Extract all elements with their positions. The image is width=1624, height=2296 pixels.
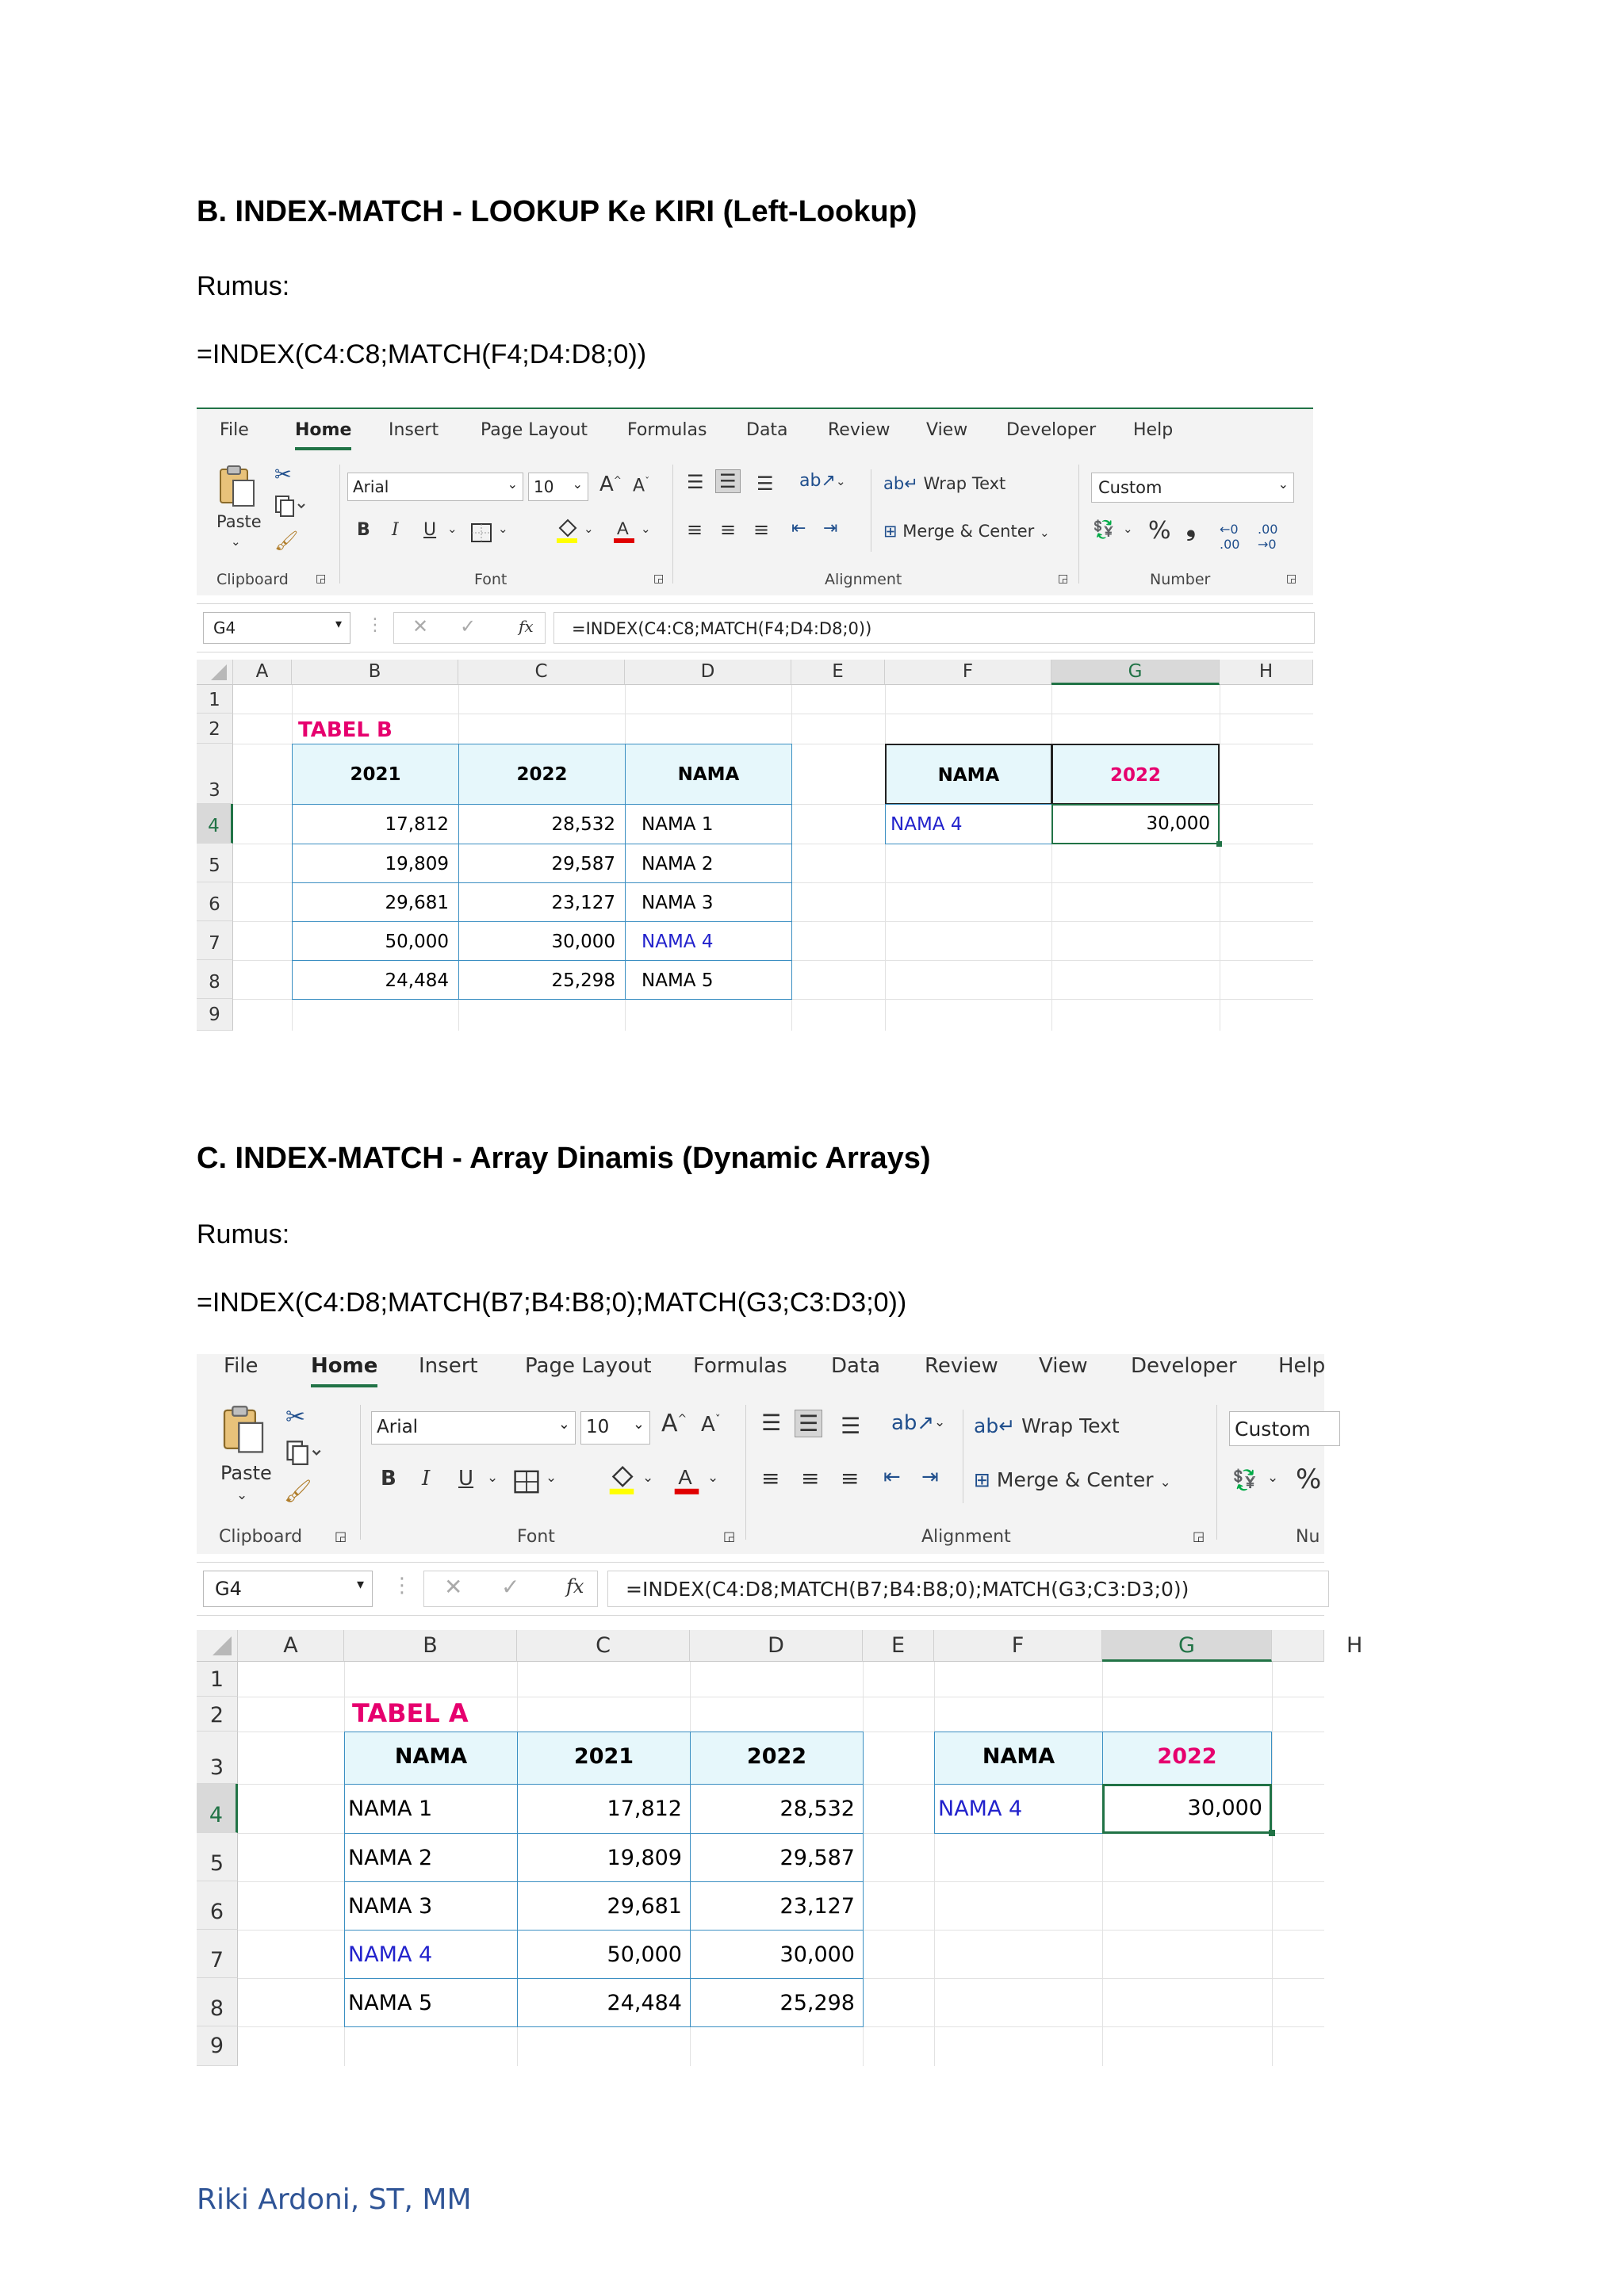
table-cell[interactable]: NAMA 2 — [625, 844, 792, 883]
chevron-down-icon[interactable]: ⌄ — [934, 1414, 946, 1430]
underline-icon[interactable]: U — [458, 1467, 474, 1490]
tab-view[interactable]: View — [926, 420, 968, 440]
table-cell[interactable]: 17,812 — [517, 1784, 691, 1834]
worksheet-grid[interactable] — [197, 1630, 1363, 2066]
chevron-down-icon: ⌄ — [557, 1416, 570, 1433]
tab-home[interactable] — [295, 420, 351, 440]
font-color-icon[interactable] — [612, 517, 636, 544]
fill-handle[interactable] — [1216, 841, 1222, 847]
table-cell[interactable]: 24,484 — [517, 1978, 691, 2027]
number-format-dropdown[interactable] — [1091, 473, 1294, 503]
table-cell[interactable]: NAMA 5 — [344, 1978, 518, 2027]
table-header-cell[interactable]: NAMA — [625, 744, 792, 805]
table-header-cell[interactable]: 2021 — [517, 1732, 691, 1785]
table-cell[interactable]: 17,812 — [292, 804, 459, 844]
merge-center-icon: ⊞ — [974, 1468, 990, 1491]
merge-center-button[interactable] — [974, 1468, 1171, 1491]
tab-home-label: Home — [311, 1354, 378, 1378]
row-header-2[interactable]: 2 — [197, 1697, 238, 1732]
column-header-b[interactable]: B — [344, 1630, 517, 1662]
chevron-down-icon[interactable]: ⌄ — [707, 1470, 719, 1486]
table-cell-match[interactable]: NAMA 4 — [344, 1930, 518, 1979]
excel-screenshot-1 — [197, 408, 1313, 1031]
align-top-icon[interactable]: ☰ — [687, 471, 704, 493]
font-name-dropdown[interactable] — [347, 473, 523, 501]
merge-center-label: Merge & Center — [902, 522, 1035, 541]
alignment-group-label: Alignment — [921, 1527, 1011, 1547]
table-cell[interactable]: 50,000 — [517, 1930, 691, 1979]
lookup-nama-input[interactable]: NAMA 4 — [934, 1784, 1103, 1834]
wrap-text-button[interactable] — [883, 474, 1005, 493]
decrease-indent-icon[interactable]: ⇤ — [791, 519, 806, 538]
column-header-g[interactable]: G — [1051, 660, 1220, 685]
row-header-1[interactable]: 1 — [197, 685, 233, 714]
accounting-icon[interactable]: 💱 — [1232, 1468, 1258, 1491]
chevron-down-icon: ▾ — [335, 616, 342, 631]
chevron-down-icon: ⌄ — [507, 476, 518, 492]
row-header-9[interactable]: 9 — [197, 999, 233, 1031]
table-cell[interactable]: 25,298 — [690, 1978, 864, 2027]
enter-icon[interactable]: ✓ — [501, 1574, 520, 1600]
row-header-2[interactable]: 2 — [197, 714, 233, 744]
accounting-icon[interactable]: 💱 — [1093, 520, 1115, 540]
number-format-value: Custom — [1235, 1418, 1311, 1441]
chevron-down-icon: ⌄ — [572, 476, 583, 492]
paste-icon[interactable] — [217, 465, 257, 509]
active-cell-selection — [1102, 1784, 1272, 1834]
row-header-4[interactable]: 4 — [197, 1784, 238, 1833]
row-header-7[interactable]: 7 — [197, 921, 233, 960]
table-header-cell[interactable]: 2022 — [458, 744, 626, 805]
font-size-dropdown[interactable] — [528, 473, 588, 501]
select-all-icon[interactable] — [197, 1630, 238, 1662]
table-cell[interactable]: 23,127 — [690, 1881, 864, 1931]
tab-page-layout[interactable]: Page Layout — [481, 420, 588, 440]
font-dialog-launcher-icon[interactable]: ◲ — [653, 572, 665, 585]
align-top-icon[interactable]: ☰ — [761, 1410, 782, 1436]
paste-icon[interactable] — [220, 1405, 266, 1456]
formula-input[interactable] — [607, 1571, 1329, 1607]
table-cell[interactable]: 25,298 — [458, 960, 626, 1000]
number-group-label: Number — [1150, 571, 1211, 588]
bold-icon[interactable]: B — [381, 1467, 396, 1490]
name-box-value: G4 — [213, 618, 236, 637]
formula-bar — [197, 603, 1313, 652]
tab-insert[interactable]: Insert — [389, 420, 439, 440]
table-cell[interactable]: 30,000 — [690, 1930, 864, 1979]
number-dialog-launcher-icon[interactable]: ◲ — [1286, 572, 1297, 585]
tab-home-label: Home — [295, 420, 352, 440]
chevron-down-icon[interactable]: ⌄ — [487, 1470, 499, 1486]
column-header-d[interactable]: D — [690, 1630, 863, 1662]
wrap-text-label: Wrap Text — [923, 474, 1006, 493]
clipboard-group-label: Clipboard — [216, 571, 289, 588]
orientation-icon[interactable]: ab↗ — [799, 471, 836, 491]
lookup-header-year[interactable]: 2022 — [1102, 1732, 1272, 1785]
alignment-dialog-launcher-icon[interactable]: ◲ — [1193, 1529, 1205, 1544]
tab-formulas[interactable]: Formulas — [693, 1354, 787, 1378]
paste-label[interactable]: Paste — [220, 1462, 272, 1484]
table-cell[interactable]: NAMA 3 — [344, 1881, 518, 1931]
table-cell[interactable]: NAMA 1 — [625, 804, 792, 844]
table-cell[interactable]: NAMA 2 — [344, 1833, 518, 1882]
percent-icon[interactable]: % — [1148, 517, 1171, 545]
table-cell-match[interactable]: NAMA 4 — [625, 921, 792, 961]
chevron-down-icon[interactable]: ⌄ — [1123, 522, 1133, 536]
ribbon — [197, 408, 1313, 595]
chevron-down-icon: ⌄ — [1277, 476, 1289, 492]
table-title: TABEL B — [298, 718, 393, 742]
table-header-cell[interactable]: 2022 — [690, 1732, 864, 1785]
row-header-5[interactable]: 5 — [197, 844, 233, 882]
wrap-text-label: Wrap Text — [1021, 1414, 1120, 1437]
enter-icon[interactable]: ✓ — [460, 615, 477, 637]
increase-decimal-icon[interactable]: ←0 .00 — [1220, 522, 1240, 552]
chevron-down-icon[interactable]: ⌄ — [447, 522, 458, 536]
tab-view[interactable]: View — [1039, 1354, 1088, 1378]
more-options-icon: ⋮ — [392, 1574, 412, 1598]
fill-handle[interactable] — [1269, 1830, 1275, 1836]
select-all-icon[interactable] — [197, 660, 233, 685]
table-cell[interactable]: 19,809 — [292, 844, 459, 883]
column-header-d[interactable]: D — [625, 660, 791, 685]
chevron-down-icon[interactable]: ⌄ — [642, 1470, 654, 1486]
paste-label[interactable]: Paste — [216, 512, 262, 531]
cancel-icon[interactable]: ✕ — [444, 1574, 463, 1600]
fill-color-icon[interactable] — [607, 1464, 636, 1495]
wrap-text-icon: ab↵ — [883, 474, 918, 493]
svg-text:A: A — [617, 519, 629, 538]
section-b-rumus-label: Rumus: — [197, 271, 290, 301]
formula-text: =INDEX(C4:C8;MATCH(F4;D4:D8;0)) — [572, 619, 872, 638]
column-header-g[interactable]: G — [1102, 1630, 1272, 1662]
chevron-down-icon[interactable]: ⌄ — [584, 522, 594, 536]
tab-developer[interactable]: Developer — [1131, 1354, 1237, 1378]
row-header-6[interactable]: 6 — [197, 882, 233, 921]
footer-author: Riki Ardoni, ST, MM — [197, 2183, 472, 2216]
increase-indent-icon[interactable]: ⇥ — [823, 519, 838, 538]
tab-page-layout[interactable]: Page Layout — [525, 1354, 652, 1378]
increase-indent-icon[interactable]: ⇥ — [921, 1465, 939, 1489]
font-name-value: Arial — [377, 1417, 419, 1437]
table-cell[interactable]: 29,681 — [292, 882, 459, 922]
excel-screenshot-2 — [197, 1354, 1363, 2066]
ribbon — [197, 1354, 1324, 1554]
tab-data[interactable]: Data — [831, 1354, 881, 1378]
row-header-5[interactable]: 5 — [197, 1833, 238, 1881]
lookup-result-cell[interactable]: 30,000 — [1187, 1796, 1262, 1820]
row-header-8[interactable]: 8 — [197, 1978, 238, 2026]
merge-center-button[interactable] — [883, 522, 1050, 541]
section-c-heading: C. INDEX-MATCH - Array Dinamis (Dynamic Arrays) — [197, 1142, 931, 1175]
align-right-icon[interactable]: ≡ — [841, 1465, 860, 1491]
tab-data[interactable]: Data — [746, 420, 788, 440]
increase-font-icon[interactable]: A^ — [599, 473, 622, 496]
bold-icon[interactable]: B — [357, 520, 370, 540]
tab-developer[interactable]: Developer — [1006, 420, 1097, 440]
align-center-icon[interactable]: ≡ — [720, 519, 737, 541]
increase-font-icon[interactable]: A^ — [661, 1410, 688, 1437]
section-b-heading: B. INDEX-MATCH - LOOKUP Ke KIRI (Left-Lookup) — [197, 195, 917, 228]
column-header-e[interactable]: E — [791, 660, 885, 685]
orientation-icon[interactable]: ab↗ — [891, 1411, 935, 1435]
tab-formulas[interactable]: Formulas — [627, 420, 707, 440]
row-header-6[interactable]: 6 — [197, 1881, 238, 1930]
column-header-c[interactable]: C — [517, 1630, 690, 1662]
align-right-icon[interactable]: ≡ — [753, 519, 770, 541]
align-bottom-icon[interactable]: ☰ — [756, 473, 774, 495]
clipboard-dialog-launcher-icon[interactable]: ◲ — [316, 572, 327, 585]
lookup-nama-input[interactable]: NAMA 4 — [885, 804, 1052, 844]
decrease-font-icon[interactable]: $A^ˇ$ — [633, 476, 650, 496]
table-cell[interactable]: 28,532 — [458, 804, 626, 844]
align-middle-icon[interactable]: ☰ — [795, 1410, 822, 1437]
lookup-header-nama[interactable]: NAMA — [885, 744, 1052, 805]
name-box[interactable] — [203, 612, 350, 644]
font-name-value: Arial — [353, 477, 389, 496]
section-c-rumus-label: Rumus: — [197, 1219, 290, 1249]
tab-file[interactable]: File — [224, 1354, 259, 1378]
chevron-down-icon[interactable]: ⌄ — [1267, 1470, 1279, 1486]
format-painter-icon[interactable]: 🖌 — [274, 530, 299, 552]
merge-center-label: Merge & Center — [996, 1468, 1154, 1491]
formula-bar — [197, 1562, 1324, 1616]
font-name-dropdown[interactable] — [371, 1411, 576, 1445]
chevron-down-icon: ⌄ — [1039, 526, 1050, 540]
clipboard-group-label: Clipboard — [219, 1527, 303, 1547]
table-cell[interactable]: 29,587 — [690, 1833, 864, 1882]
table-header-cell[interactable]: NAMA — [344, 1732, 518, 1785]
table-cell[interactable]: 50,000 — [292, 921, 459, 961]
lookup-result-cell[interactable]: 30,000 — [1146, 813, 1210, 834]
row-header-3[interactable]: 3 — [197, 744, 233, 804]
table-cell[interactable]: 30,000 — [458, 921, 626, 961]
tab-home[interactable] — [311, 1354, 377, 1378]
table-cell[interactable]: 23,127 — [458, 882, 626, 922]
column-header-f[interactable]: F — [934, 1630, 1102, 1662]
table-cell[interactable]: 28,532 — [690, 1784, 864, 1834]
lookup-header-year[interactable]: 2022 — [1051, 744, 1220, 805]
function-icon[interactable]: fx — [566, 1575, 584, 1598]
lookup-header-nama[interactable]: NAMA — [934, 1732, 1103, 1785]
cancel-icon[interactable]: ✕ — [412, 615, 429, 637]
name-box[interactable] — [203, 1571, 373, 1607]
fill-color-icon[interactable] — [555, 517, 579, 544]
font-size-dropdown[interactable] — [580, 1411, 650, 1445]
table-header-cell[interactable]: 2021 — [292, 744, 459, 805]
table-cell[interactable]: 29,587 — [458, 844, 626, 883]
table-cell[interactable]: NAMA 5 — [625, 960, 792, 1000]
number-format-value: Custom — [1098, 478, 1162, 497]
align-center-icon[interactable]: ≡ — [801, 1465, 820, 1491]
tab-help[interactable]: Help — [1133, 420, 1174, 440]
copy-icon[interactable] — [274, 495, 304, 517]
align-left-icon[interactable]: ≡ — [761, 1465, 780, 1491]
row-header-7[interactable]: 7 — [197, 1930, 238, 1978]
italic-icon[interactable]: I — [422, 1467, 431, 1490]
tab-review[interactable]: Review — [828, 420, 891, 440]
paste-dropdown-icon[interactable]: ⌄ — [236, 1487, 248, 1503]
table-cell[interactable]: 29,681 — [517, 1881, 691, 1931]
font-group-label: Font — [517, 1527, 555, 1547]
worksheet-grid[interactable] — [197, 660, 1313, 1031]
svg-text:A: A — [678, 1466, 692, 1489]
clipboard-dialog-launcher-icon[interactable]: ◲ — [335, 1529, 347, 1544]
table-cell[interactable]: 24,484 — [292, 960, 459, 1000]
cut-icon[interactable]: ✂ — [274, 463, 292, 487]
row-header-9[interactable]: 9 — [197, 2026, 238, 2066]
chevron-down-icon[interactable]: ⌄ — [641, 522, 651, 536]
alignment-dialog-launcher-icon[interactable]: ◲ — [1058, 572, 1069, 585]
table-title: TABEL A — [352, 1698, 469, 1728]
table-cell[interactable]: 19,809 — [517, 1833, 691, 1882]
chevron-down-icon[interactable]: ⌄ — [498, 522, 508, 536]
font-dialog-launcher-icon[interactable]: ◲ — [723, 1529, 736, 1544]
section-c-formula: =INDEX(C4:D8;MATCH(B7;B4:B8;0);MATCH(G3;C3:D3;0)) — [197, 1288, 907, 1318]
percent-icon[interactable]: % — [1296, 1464, 1322, 1495]
chevron-down-icon[interactable]: ⌄ — [546, 1470, 557, 1486]
table-cell[interactable]: NAMA 1 — [344, 1784, 518, 1834]
tab-file[interactable]: File — [220, 420, 249, 440]
merge-center-icon: ⊞ — [883, 522, 898, 541]
underline-icon[interactable]: U — [423, 520, 437, 540]
column-header-e[interactable]: E — [863, 1630, 934, 1662]
alignment-group-label: Alignment — [825, 571, 902, 588]
align-middle-icon[interactable]: ☰ — [715, 469, 741, 493]
align-bottom-icon[interactable]: ☰ — [841, 1413, 861, 1439]
copy-icon[interactable] — [285, 1440, 320, 1465]
font-size-value: 10 — [586, 1417, 610, 1437]
table-cell[interactable]: NAMA 3 — [625, 882, 792, 922]
formula-input[interactable] — [553, 612, 1315, 644]
column-header-h[interactable]: H — [1220, 660, 1313, 685]
tab-insert[interactable]: Insert — [419, 1354, 478, 1378]
font-size-value: 10 — [534, 477, 554, 496]
section-b-formula: =INDEX(C4:C8;MATCH(F4;D4:D8;0)) — [197, 339, 647, 369]
column-header-h[interactable]: H — [1272, 1630, 1324, 1662]
row-header-3[interactable]: 3 — [197, 1732, 238, 1784]
decrease-decimal-icon[interactable]: .00 →0 — [1258, 522, 1278, 552]
column-header-a[interactable]: A — [233, 660, 292, 685]
chevron-down-icon: ▾ — [356, 1576, 364, 1593]
tab-help[interactable]: Help — [1278, 1354, 1326, 1378]
chevron-down-icon: ⌄ — [632, 1416, 645, 1433]
align-left-icon[interactable]: ≡ — [687, 519, 703, 541]
row-header-1[interactable]: 1 — [197, 1662, 238, 1697]
more-options-icon: ⋮ — [366, 615, 384, 635]
function-icon[interactable]: fx — [519, 617, 534, 636]
cut-icon[interactable]: ✂ — [285, 1403, 306, 1431]
font-color-icon[interactable] — [672, 1464, 701, 1495]
column-header-a[interactable]: A — [238, 1630, 344, 1662]
name-box-value: G4 — [215, 1578, 242, 1600]
column-header-f[interactable]: F — [885, 660, 1051, 685]
paste-dropdown-icon[interactable]: ⌄ — [231, 534, 241, 549]
italic-icon[interactable]: I — [392, 520, 399, 540]
tab-review[interactable]: Review — [925, 1354, 998, 1378]
borders-icon[interactable] — [512, 1468, 541, 1495]
chevron-down-icon: ⌄ — [1159, 1475, 1171, 1490]
chevron-down-icon[interactable]: ⌄ — [836, 474, 846, 488]
row-header-8[interactable]: 8 — [197, 960, 233, 999]
decrease-font-icon[interactable]: $A^ˇ$ — [701, 1413, 721, 1437]
format-painter-icon[interactable]: 🖌 — [284, 1478, 312, 1504]
active-cell-selection — [1051, 804, 1220, 844]
row-header-4[interactable]: 4 — [197, 804, 233, 844]
wrap-text-icon: ab↵ — [974, 1414, 1016, 1437]
decrease-indent-icon[interactable]: ⇤ — [883, 1465, 901, 1489]
comma-icon[interactable]: ❟ — [1186, 514, 1196, 541]
column-header-c[interactable]: C — [458, 660, 625, 685]
wrap-text-button[interactable] — [974, 1414, 1120, 1437]
number-group-label: Nu — [1296, 1527, 1320, 1547]
formula-text: =INDEX(C4:D8;MATCH(B7;B4:B8;0);MATCH(G3;C3:D3;0)) — [626, 1578, 1189, 1601]
column-header-b[interactable]: B — [292, 660, 458, 685]
font-group-label: Font — [474, 571, 508, 588]
borders-icon[interactable] — [469, 522, 493, 544]
number-format-dropdown[interactable] — [1229, 1411, 1340, 1446]
